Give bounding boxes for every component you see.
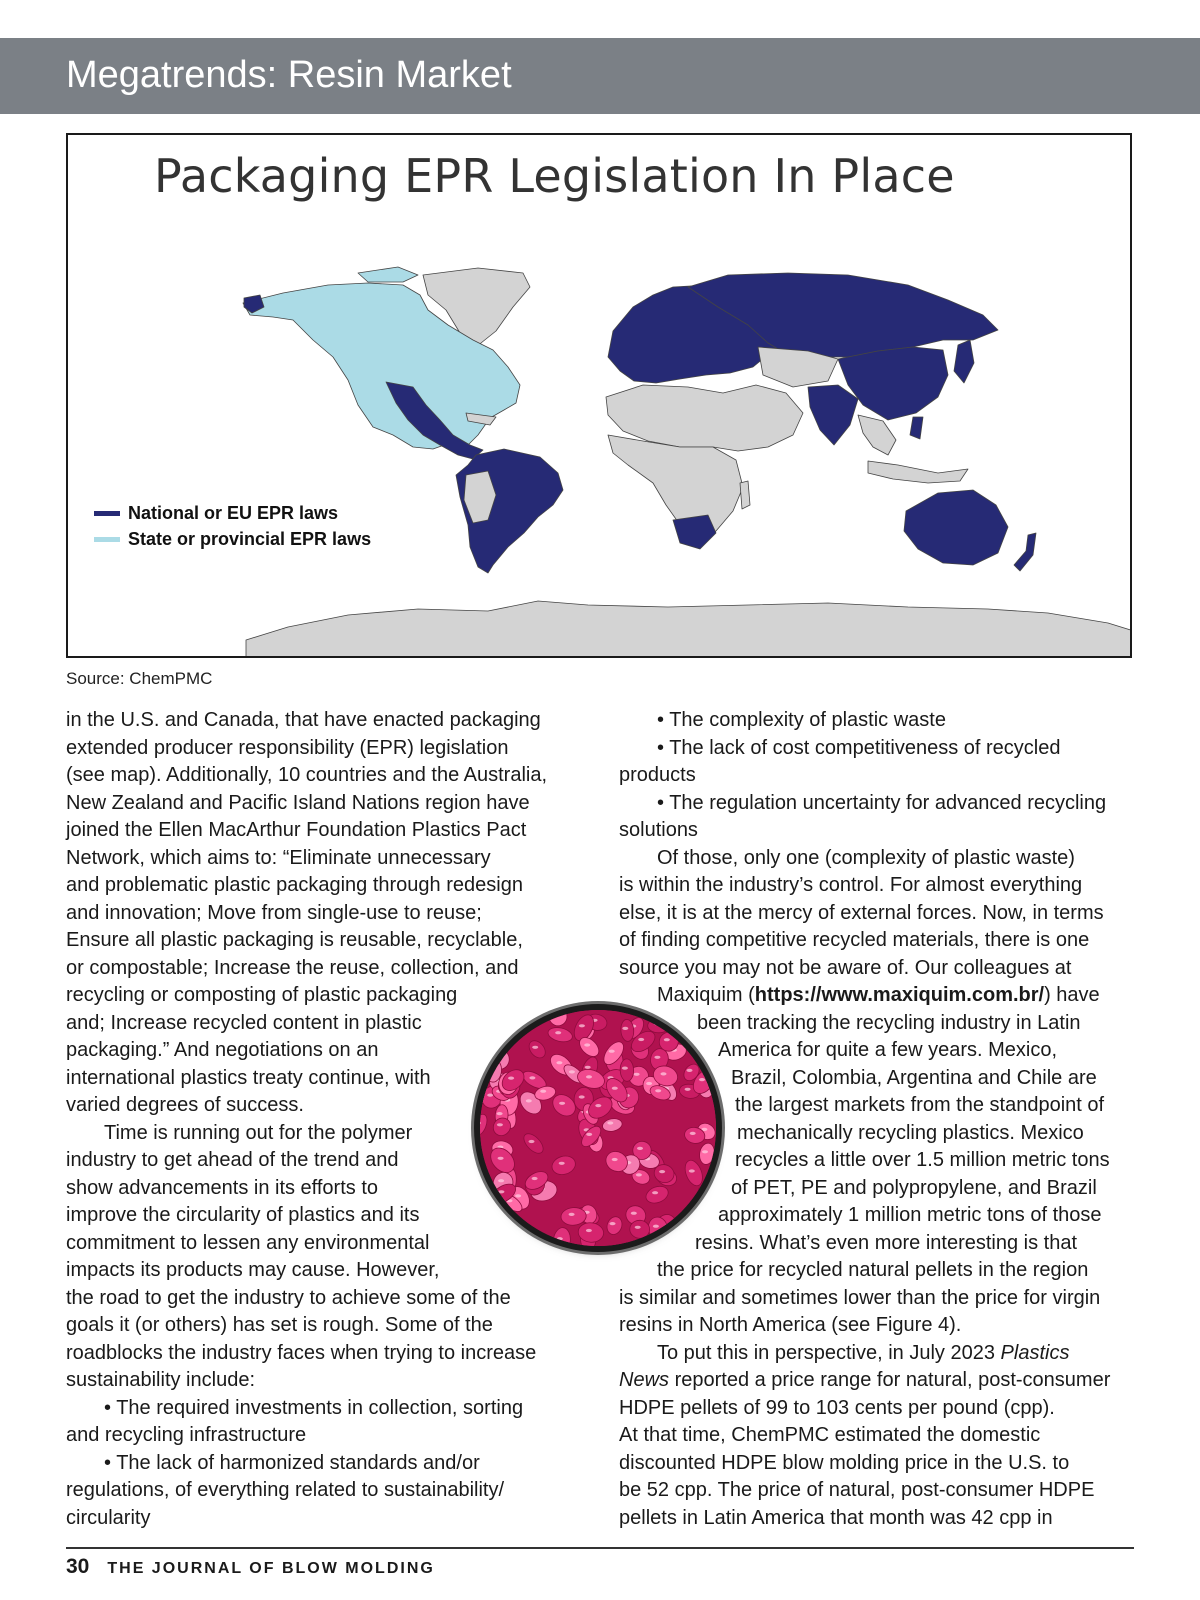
text-line: source you may not be aware of. Our colleagues at bbox=[619, 956, 1072, 979]
pellet-highlight bbox=[532, 1177, 538, 1180]
text-line: regulations, of everything related to sustainability/ bbox=[66, 1479, 505, 1501]
pellet-highlight bbox=[654, 1056, 660, 1059]
section-title: Megatrends: Resin Market bbox=[66, 54, 512, 96]
pellet-highlight bbox=[555, 1031, 561, 1034]
text-line: goals it (or others) has set is rough. Some of the bbox=[66, 1314, 493, 1336]
text-line: resins. What’s even more interesting is that bbox=[695, 1231, 1078, 1254]
page-number: 30 bbox=[66, 1555, 90, 1578]
pellet-highlight bbox=[585, 1066, 591, 1069]
legend-item-national bbox=[94, 500, 371, 526]
pellet-highlight bbox=[487, 1094, 493, 1097]
text-line: and; Increase recycled content in plastic bbox=[66, 1011, 422, 1034]
text-line: and recycling infrastructure bbox=[66, 1424, 307, 1446]
footer-rule bbox=[66, 1547, 1134, 1549]
pellet-highlight bbox=[622, 1067, 628, 1070]
pellet-highlight bbox=[586, 1075, 592, 1078]
text-line bbox=[619, 1340, 1139, 1368]
text-line: else, it is at the mercy of external forces. Now, in terms bbox=[619, 901, 1104, 924]
text-line: recycles a little over 1.5 million metric tons bbox=[735, 1149, 1110, 1171]
text-line: the price for recycled natural pellets in the region bbox=[657, 1259, 1089, 1281]
text-line: extended producer responsibility (EPR) legislation bbox=[66, 736, 509, 759]
map-africa bbox=[608, 435, 743, 547]
text-line: HDPE pellets of 99 to 103 cents per pound (cpp). bbox=[619, 1396, 1055, 1419]
pellet-highlight bbox=[687, 1069, 693, 1072]
text-line: packaging.” And negotiations on an bbox=[66, 1039, 379, 1061]
pellet-highlight bbox=[498, 1179, 504, 1182]
text-line: of finding competitive recycled materials, there is one bbox=[619, 929, 1090, 951]
bullet-complexity bbox=[619, 707, 1139, 735]
pellet-highlight bbox=[529, 1076, 535, 1079]
text-line: • The lack of harmonized standards and/or bbox=[104, 1451, 480, 1474]
text-line bbox=[619, 1367, 1139, 1395]
text-line-maxiquim bbox=[619, 982, 1139, 1010]
legend-swatch-state bbox=[94, 537, 120, 542]
text-line: circularity bbox=[66, 1506, 151, 1529]
pellet-highlight bbox=[664, 1038, 670, 1041]
journal-name: THE JOURNAL OF BLOW MOLDING bbox=[107, 1560, 435, 1577]
text-line: industry to get ahead of the trend and bbox=[66, 1149, 399, 1171]
figure-title: Packaging EPR Legislation In Place bbox=[154, 149, 955, 203]
text-fragment: To put this in perspective, in July 2023 bbox=[657, 1341, 1001, 1364]
map-australia bbox=[904, 490, 1008, 565]
pellet-highlight bbox=[559, 1162, 565, 1165]
text-line: Brazil, Colombia, Argentina and Chile are bbox=[731, 1066, 1097, 1089]
pellet-highlight bbox=[652, 1191, 658, 1194]
figure-source: Source: ChemPMC bbox=[66, 669, 213, 688]
text-line: approximately 1 million metric tons of those bbox=[718, 1204, 1102, 1226]
text-line: is similar and sometimes lower than the price for virgin bbox=[619, 1286, 1101, 1309]
pellet-highlight bbox=[631, 1212, 637, 1215]
pellet-highlight bbox=[579, 1095, 585, 1098]
pellet-highlight bbox=[586, 1133, 592, 1136]
text-line: solutions bbox=[619, 819, 698, 841]
legend-label-state: State or provincial EPR laws bbox=[128, 528, 372, 549]
pellet-highlight bbox=[634, 1073, 640, 1076]
pellet-highlight bbox=[497, 1112, 503, 1115]
pellet-highlight bbox=[612, 1158, 618, 1161]
text-line: roadblocks the industry faces when trying to increase bbox=[66, 1341, 537, 1364]
pellet-highlight bbox=[690, 1132, 696, 1135]
text-fragment: Maxiquim ( bbox=[657, 984, 755, 1006]
pellet-highlight bbox=[699, 1078, 705, 1081]
text-line: joined the Ellen MacArthur Foundation Plastics Pact bbox=[66, 819, 527, 841]
bullet-investments bbox=[66, 1395, 586, 1450]
pellet-highlight bbox=[498, 1157, 504, 1160]
map-india bbox=[808, 385, 858, 445]
text-line: At that time, ChemPMC estimated the domestic bbox=[619, 1424, 1041, 1446]
pellet-highlight bbox=[638, 1038, 644, 1041]
pellet-highlight bbox=[653, 1225, 659, 1228]
pellet-highlight bbox=[569, 1070, 575, 1073]
pellet-highlight bbox=[526, 1099, 532, 1102]
paragraph-4 bbox=[619, 1340, 1139, 1533]
text-fragment: reported a price range for natural, post-consumer bbox=[669, 1369, 1111, 1391]
maxiquim-link[interactable]: https://www.maxiquim.com.br/ bbox=[754, 984, 1045, 1006]
pellet-highlight bbox=[498, 1190, 504, 1193]
text-line: is within the industry’s control. For almost everything bbox=[619, 874, 1083, 896]
publication-name: News bbox=[619, 1369, 670, 1391]
pellet-highlight bbox=[529, 1140, 535, 1143]
pellet-highlight bbox=[586, 1229, 592, 1232]
pellet-highlight bbox=[508, 1077, 514, 1080]
text-line: been tracking the recycling industry in Latin bbox=[697, 1011, 1081, 1034]
pellet-highlight bbox=[655, 1089, 661, 1092]
text-line: the road to get the industry to achieve some of the bbox=[66, 1286, 511, 1309]
map-new-zealand bbox=[1014, 533, 1036, 571]
map-philippines bbox=[910, 417, 923, 439]
pellet-highlight bbox=[607, 1121, 613, 1124]
pellet-highlight bbox=[595, 1104, 601, 1107]
map-legend bbox=[94, 500, 371, 552]
page-footer bbox=[66, 1555, 435, 1579]
map-arctic-islands bbox=[358, 267, 418, 282]
bullet-cost bbox=[619, 735, 1139, 790]
epr-map-figure bbox=[66, 133, 1132, 658]
pellet-highlight bbox=[610, 1222, 616, 1225]
text-fragment: ) have bbox=[1044, 984, 1100, 1006]
text-line: the largest markets from the standpoint of bbox=[735, 1094, 1105, 1116]
legend-item-state bbox=[94, 526, 371, 552]
publication-name: Plastics bbox=[1000, 1341, 1070, 1364]
pellet-highlight bbox=[559, 1102, 565, 1105]
text-line: (see map). Additionally, 10 countries and the Australia, bbox=[66, 764, 548, 786]
pellet-highlight bbox=[569, 1213, 575, 1216]
text-line: recycling or composting of plastic packaging bbox=[66, 984, 458, 1006]
pellet-highlight bbox=[637, 1147, 643, 1150]
pellets-illustration bbox=[480, 1010, 716, 1246]
map-antarctica bbox=[246, 601, 1132, 658]
map-madagascar bbox=[740, 481, 750, 509]
pellet-highlight bbox=[689, 1169, 695, 1172]
text-line: in the U.S. and Canada, that have enacted packaging bbox=[66, 709, 541, 731]
pellet-highlight bbox=[584, 1043, 590, 1046]
text-line: Network, which aims to: “Eliminate unnecessary bbox=[66, 846, 491, 869]
map-japan bbox=[954, 340, 974, 383]
map-south-africa bbox=[673, 515, 716, 549]
text-line: New Zealand and Pacific Island Nations region have bbox=[66, 791, 530, 814]
bullet-standards bbox=[66, 1450, 586, 1533]
pellet-highlight bbox=[646, 1082, 652, 1085]
resin-pellets-image bbox=[480, 1010, 716, 1246]
text-line: and innovation; Move from single-use to reuse; bbox=[66, 901, 482, 924]
pellet-highlight bbox=[612, 1087, 618, 1090]
pellet-highlight bbox=[609, 1050, 615, 1053]
text-line: Time is running out for the polymer bbox=[104, 1121, 413, 1144]
pellet-highlight bbox=[497, 1123, 503, 1126]
pellet-highlight bbox=[636, 1173, 642, 1176]
text-line: commitment to lessen any environmental bbox=[66, 1231, 430, 1254]
pellet-highlight bbox=[556, 1061, 562, 1064]
world-map bbox=[68, 135, 1132, 658]
text-line: products bbox=[619, 764, 696, 786]
section-header-band bbox=[0, 38, 1200, 114]
text-line: and problematic plastic packaging through redesign bbox=[66, 874, 523, 896]
text-line: • The regulation uncertainty for advanced recycling bbox=[657, 791, 1107, 814]
pellet-highlight bbox=[659, 1170, 665, 1173]
text-line: sustainability include: bbox=[66, 1369, 255, 1391]
text-line: be 52 cpp. The price of natural, post-consumer HDPE bbox=[619, 1479, 1095, 1501]
text-line: resins in North America (see Figure 4). bbox=[619, 1314, 962, 1336]
text-line: varied degrees of success. bbox=[66, 1094, 304, 1116]
text-line: show advancements in its efforts to bbox=[66, 1176, 379, 1199]
legend-swatch-national bbox=[94, 511, 120, 516]
text-line: improve the circularity of plastics and its bbox=[66, 1204, 420, 1226]
text-line: of PET, PE and polypropylene, and Brazil bbox=[731, 1176, 1097, 1199]
legend-label-national: National or EU EPR laws bbox=[128, 502, 339, 523]
bullet-regulation bbox=[619, 790, 1139, 845]
text-line: discounted HDPE blow molding price in the U.S. to bbox=[619, 1451, 1070, 1474]
pellet-highlight bbox=[540, 1090, 546, 1093]
text-line: or compostable; Increase the reuse, collection, and bbox=[66, 956, 519, 979]
pellet-highlight bbox=[579, 1024, 585, 1027]
text-line: mechanically recycling plastics. Mexico bbox=[737, 1121, 1084, 1144]
map-se-asia bbox=[858, 415, 896, 455]
pellet-highlight bbox=[622, 1027, 628, 1030]
pellet-highlight bbox=[515, 1194, 521, 1197]
text-line: • The required investments in collection, sorting bbox=[104, 1396, 524, 1419]
pellet-highlight bbox=[661, 1072, 667, 1075]
pellet-shape bbox=[620, 1059, 634, 1082]
text-line: pellets in Latin America that month was 42 cpp in bbox=[619, 1506, 1053, 1529]
pellet-highlight bbox=[532, 1046, 538, 1049]
pellet-highlight bbox=[635, 1226, 641, 1229]
pellet-highlight bbox=[685, 1088, 691, 1091]
text-line: Ensure all plastic packaging is reusable, recyclable, bbox=[66, 929, 523, 951]
text-line: impacts its products may cause. However, bbox=[66, 1259, 440, 1281]
text-line: America for quite a few years. Mexico, bbox=[718, 1039, 1058, 1061]
text-line: • The complexity of plastic waste bbox=[657, 709, 946, 731]
text-line: international plastics treaty continue, with bbox=[66, 1066, 431, 1089]
text-line: Of those, only one (complexity of plastic waste) bbox=[657, 846, 1075, 869]
map-indonesia bbox=[868, 461, 968, 483]
pellet-highlight bbox=[702, 1150, 708, 1153]
text-line: • The lack of cost competitiveness of recycled bbox=[657, 736, 1061, 759]
